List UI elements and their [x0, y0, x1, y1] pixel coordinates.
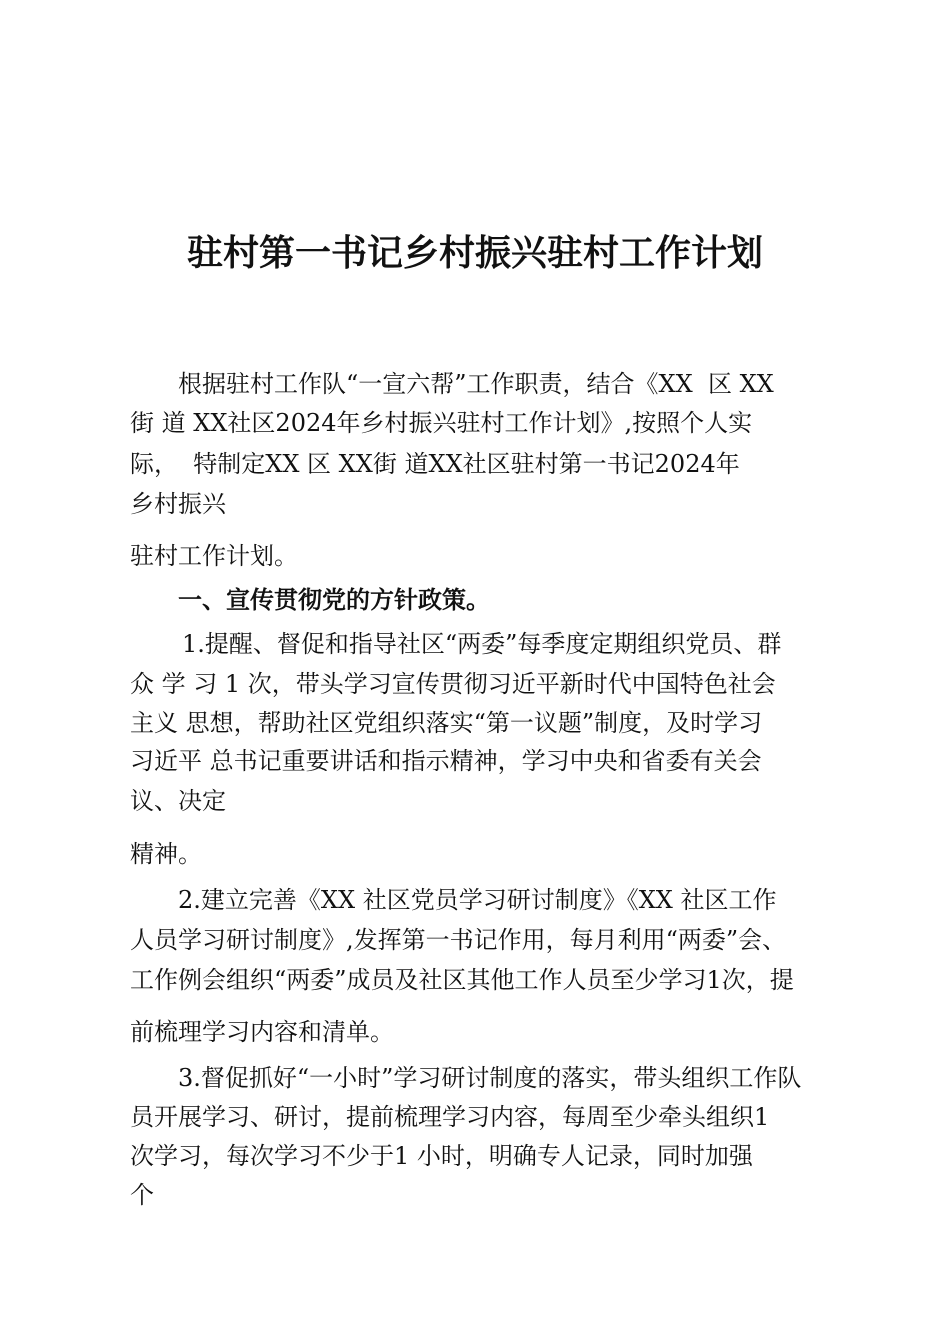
document-title: 驻村第一书记乡村振兴驻村工作计划	[186, 233, 763, 274]
section-heading-1: 一、宣传贯彻党的方针政策。	[178, 586, 490, 614]
intro-line-3: 际， 特制定XX 区 XX街 道XX社区驻村第一书记2024年	[130, 450, 740, 478]
item1-line-4: 习近平 总书记重要讲话和指示精神，学习中央和省委有关会	[130, 747, 762, 775]
item3-line-2: 员开展学习、研讨，提前梳理学习内容，每周至少牵头组织1	[130, 1103, 770, 1131]
item2-line-2: 人员学习研讨制度》,发挥第一书记作用，每月利用“两委”会、	[130, 926, 787, 954]
item1-line-6: 精神。	[130, 840, 202, 868]
item3-line-4: 个	[130, 1181, 154, 1209]
intro-line-2: 街 道 XX社区2024年乡村振兴驻村工作计划》,按照个人实	[130, 409, 753, 437]
intro-line-4: 乡村振兴	[130, 490, 226, 518]
item1-line-5: 议、决定	[130, 787, 226, 815]
intro-line-5: 驻村工作计划。	[130, 542, 298, 570]
item2-line-4: 前梳理学习内容和清单。	[130, 1018, 394, 1046]
item1-line-1: 1.提醒、督促和指导社区“两委”每季度定期组织党员、群	[182, 630, 782, 658]
item1-line-2: 众 学 习 1 次，带头学习宣传贯彻习近平新时代中国特色社会	[130, 670, 776, 698]
item1-line-3: 主义 思想，帮助社区党组织落实“第一议题”制度，及时学习	[130, 709, 763, 737]
item3-line-1: 3.督促抓好“一小时”学习研讨制度的落实，带头组织工作队	[178, 1064, 802, 1092]
intro-line-1: 根据驻村工作队“一宣六帮”工作职责，结合《XX 区 XX	[178, 370, 774, 398]
item3-line-3: 次学习，每次学习不少于1 小时，明确专人记录，同时加强	[130, 1142, 753, 1170]
item2-line-1: 2.建立完善《XX 社区党员学习研讨制度》《XX 社区工作	[178, 886, 777, 914]
item2-line-3: 工作例会组织“两委”成员及社区其他工作人员至少学习1次，提	[130, 966, 794, 994]
